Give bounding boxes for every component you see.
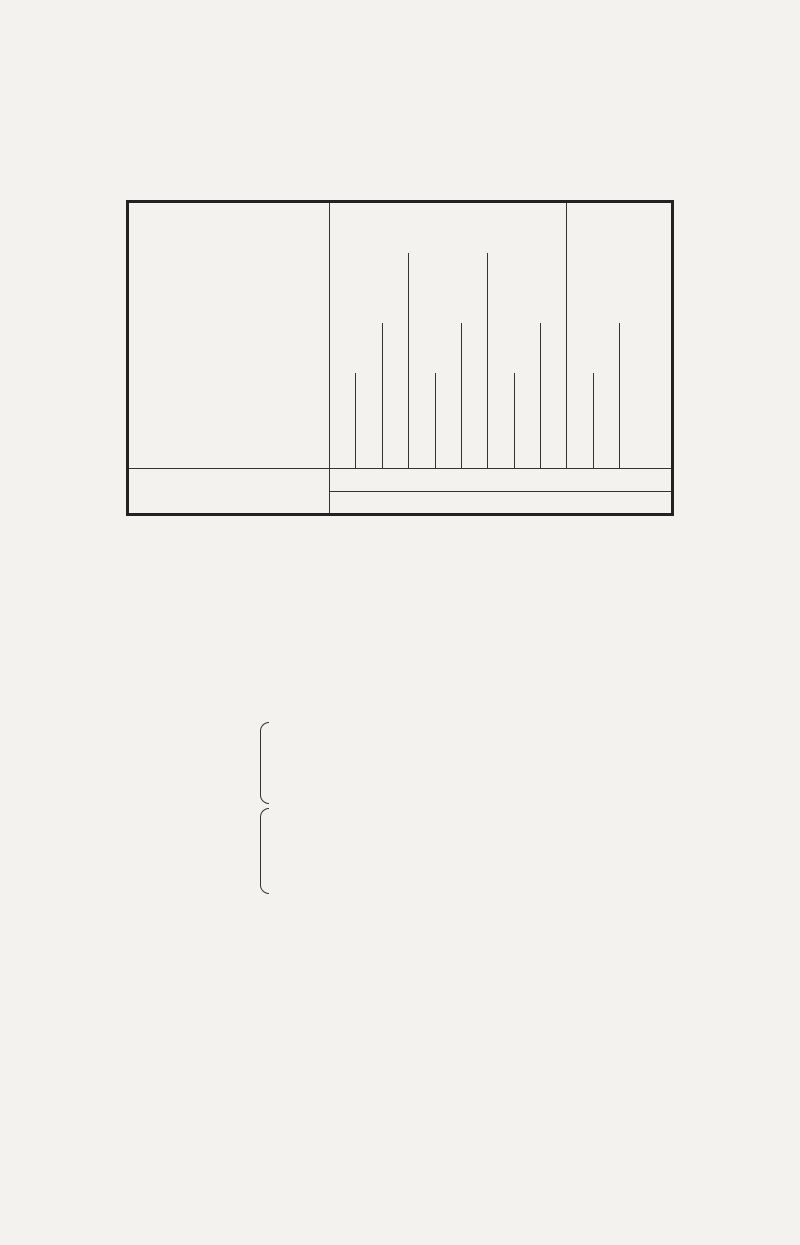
sep-cell	[330, 469, 673, 492]
header-total	[567, 202, 673, 324]
header-personnes	[567, 323, 620, 373]
header-traitees	[488, 373, 514, 469]
header-mortalites	[382, 323, 408, 469]
sep-cell	[128, 469, 330, 492]
header-mortalites	[541, 323, 567, 469]
sep-cell	[128, 492, 330, 515]
header-group-tete	[330, 253, 409, 323]
header-morsures	[330, 202, 567, 254]
bites-table	[126, 200, 674, 516]
header-group-mains	[409, 253, 488, 323]
header-mortes	[356, 373, 382, 469]
header-mortes	[514, 373, 540, 469]
header-traitees	[567, 373, 593, 469]
header-personnes	[330, 323, 383, 373]
header-personnes	[409, 323, 462, 373]
sep-cell	[330, 492, 673, 515]
header-traitees	[409, 373, 435, 469]
header-mortalites	[461, 323, 487, 469]
header-mortalites	[620, 323, 673, 469]
header-personnes	[488, 323, 541, 373]
brace-asiatiques	[260, 808, 269, 894]
header-mortes	[593, 373, 619, 469]
header-mortes	[435, 373, 461, 469]
separator-row	[128, 469, 673, 492]
separator-row	[128, 492, 673, 515]
header-tableaux	[128, 202, 330, 469]
header-group-membres	[488, 253, 567, 323]
brace-europeens	[260, 722, 269, 804]
header-traitees	[330, 373, 356, 469]
